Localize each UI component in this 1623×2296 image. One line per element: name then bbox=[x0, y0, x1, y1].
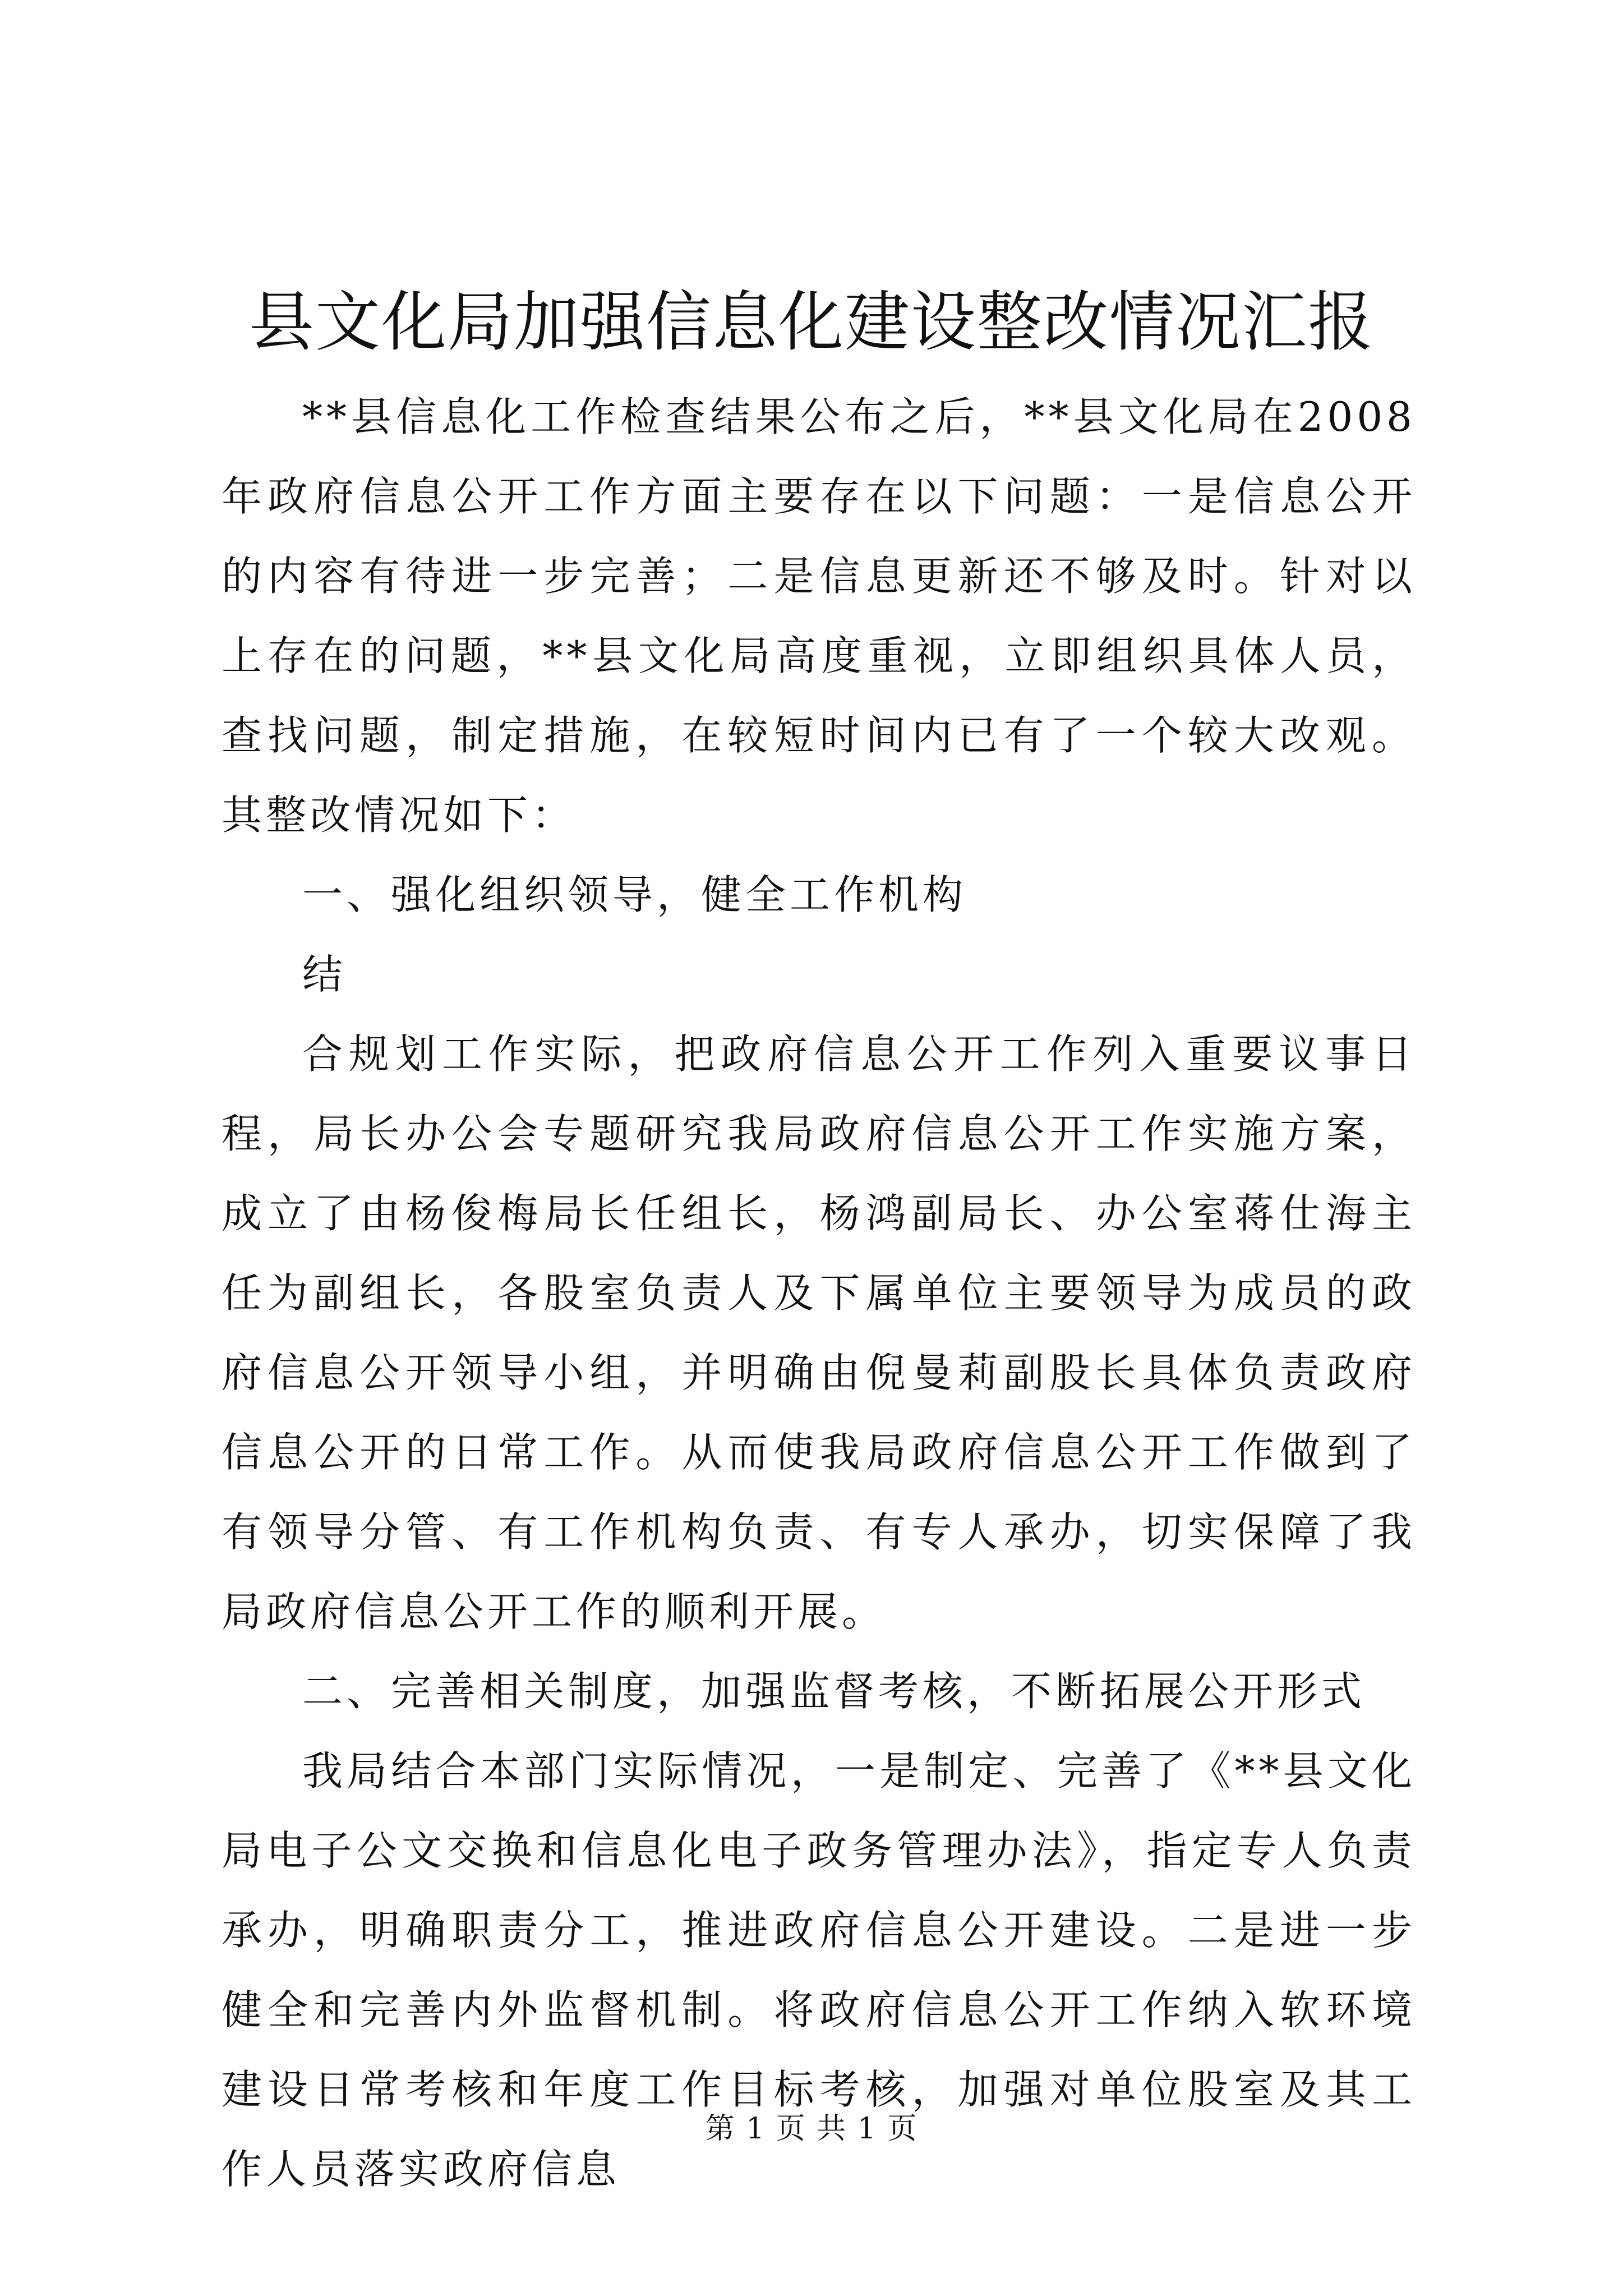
section-2-paragraph: 我局结合本部门实际情况，一是制定、完善了《**县文化局电子公文交换和信息化电子政务管理办法》，指定专人负责承办，明确职责分工，推进政府信息公开建设。二是进一步健全和完善内外监督机制。将政府信息公开工作纳入软环境建设日常考核和年度工作目标考核，加强对单位股室及其工作人员落实政府信息 bbox=[222, 1747, 1416, 2193]
section-heading-2: 二、完善相关制度，加强监督考核，不断拓展公开形式 bbox=[302, 1668, 1366, 1715]
intro-paragraph: **县信息化工作检查结果公布之后，**县文化局在2008年政府信息公开工作方面主要存在以下问题：一是信息公开的内容有待进一步完善；二是信息更新还不够及时。针对以上存在的问题，**县文化局高度重视，立即组织具体人员，查找问题，制定措施，在较短时间内已有了一个较大改观。其整改情况如下： bbox=[222, 393, 1416, 839]
section-heading-1: 一、强化组织领导，健全工作机构 bbox=[302, 871, 967, 918]
document-title: 县文化局加强信息化建设整改情况汇报 bbox=[249, 284, 1374, 360]
page-footer: 第 1 页 共 1 页 bbox=[705, 2112, 918, 2146]
document-body bbox=[222, 377, 1416, 2209]
fragment-paragraph: 结 bbox=[302, 951, 347, 998]
section-1-paragraph: 合规划工作实际，把政府信息公开工作列入重要议事日程，局长办公会专题研究我局政府信息公开工作实施方案，成立了由杨俊梅局长任组长，杨鸿副局长、办公室蒋仕海主任为副组长，各股室负责人及下属单位主要领导为成员的政府信息公开领导小组，并明确由倪曼莉副股长具体负责政府信息公开的日常工作。从而使我局政府信息公开工作做到了有领导分管、有工作机构负责、有专人承办，切实保障了我局政府信息公开工作的顺利开展。 bbox=[222, 1030, 1416, 1635]
